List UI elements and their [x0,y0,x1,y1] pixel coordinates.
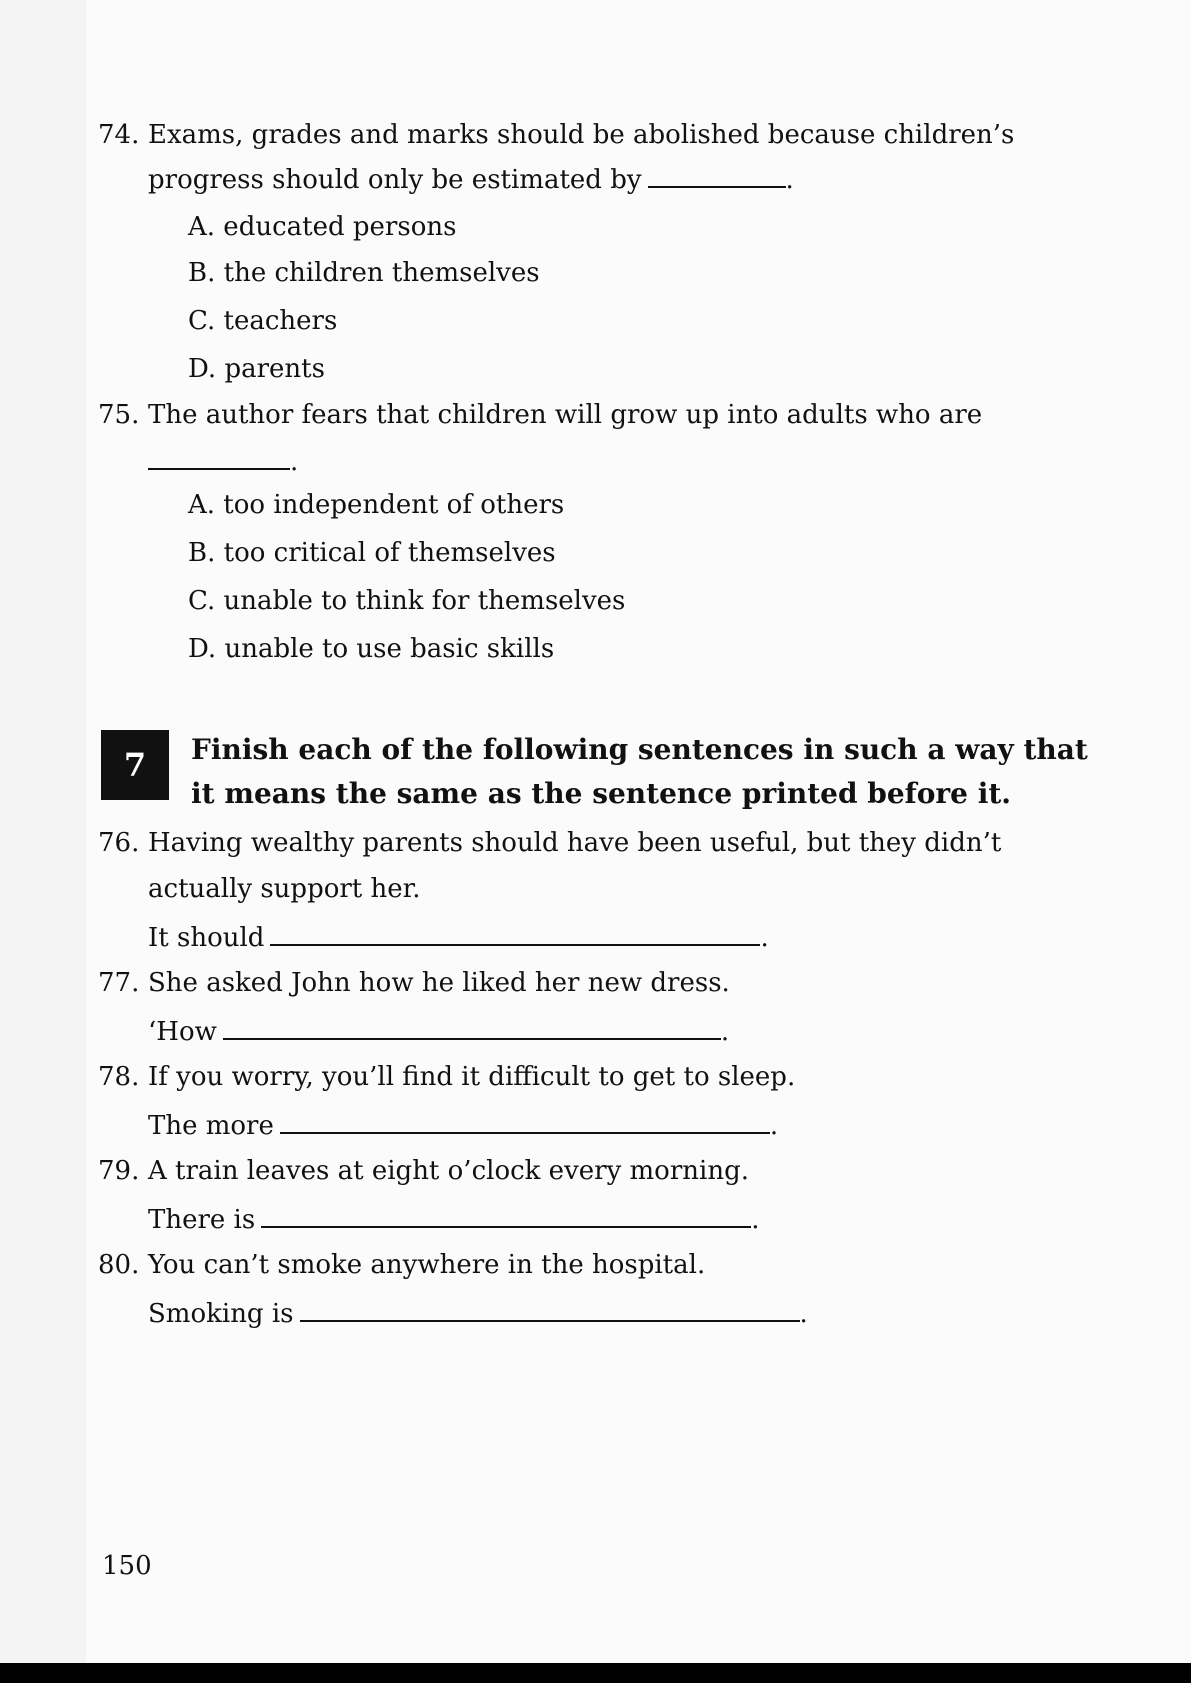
option-75-a[interactable]: A. too independent of others [188,490,565,520]
answer-start: The more [148,1111,274,1141]
question-text: Exams, grades and marks should be abolished because children’s [148,120,1015,150]
rewrite-77-line1 [98,966,730,1000]
question-number: 75. [98,400,140,430]
answer-blank[interactable] [300,1296,800,1322]
section-instruction [191,728,1091,816]
rewrite-77-answer: ‘How . [148,1014,729,1049]
answer-start: There is [148,1205,256,1235]
question-text: Having wealthy parents should have been useful, but they didn’t [148,828,1002,858]
option-75-b[interactable]: B. too critical of themselves [188,538,556,568]
rewrite-76-line2: actually support her. [148,874,421,904]
option-74-d[interactable]: D. parents [188,354,325,384]
question-number: 79. [98,1156,140,1186]
rewrite-79-answer: There is . [148,1202,759,1237]
answer-blank[interactable] [648,162,786,188]
rewrite-79-line1 [98,1154,749,1188]
instruction-line: Finish each of the following sentences in such a way that [191,733,1088,766]
scan-edge [0,1663,1191,1683]
rewrite-80-answer: Smoking is . [148,1296,808,1331]
option-75-d[interactable]: D. unable to use basic skills [188,634,555,664]
question-74-stem-line2: progress should only be estimated by . [148,162,794,197]
option-75-c[interactable]: C. unable to think for themselves [188,586,626,616]
option-74-a[interactable]: A. educated persons [188,212,457,242]
question-75-blank-line: . [148,444,298,479]
question-text: progress should only be estimated by [148,165,642,195]
question-number: 74. [98,120,140,150]
question-text: The author fears that children will grow up into adults who are [148,400,983,430]
answer-blank[interactable] [261,1202,751,1228]
question-74-stem-line1 [98,118,1014,152]
option-74-b[interactable]: B. the children themselves [188,258,540,288]
question-number: 76. [98,828,140,858]
rewrite-80-line1 [98,1248,705,1282]
question-text: A train leaves at eight o’clock every morning. [148,1156,749,1186]
rewrite-78-line1 [98,1060,795,1094]
answer-blank[interactable] [280,1108,770,1134]
question-text: She asked John how he liked her new dress. [148,968,730,998]
rewrite-78-answer: The more . [148,1108,778,1143]
answer-start: ‘How [148,1017,217,1047]
question-75-stem-line1 [98,398,982,432]
question-number: 78. [98,1062,140,1092]
question-text: If you worry, you’ll find it difficult to get to sleep. [148,1062,796,1092]
page-number: 150 [102,1551,152,1581]
question-number: 80. [98,1250,140,1280]
instruction-line: it means the same as the sentence printed before it. [191,777,1012,810]
question-number: 77. [98,968,140,998]
answer-blank[interactable] [223,1014,721,1040]
rewrite-76-line1 [98,826,1001,860]
answer-start: It should [148,923,265,953]
answer-start: Smoking is [148,1299,294,1329]
option-74-c[interactable]: C. teachers [188,306,338,336]
rewrite-76-answer: It should . [148,920,769,955]
answer-blank[interactable] [148,444,290,470]
answer-blank[interactable] [270,920,760,946]
section-number-badge: 7 [101,730,169,800]
question-text: You can’t smoke anywhere in the hospital. [148,1250,706,1280]
